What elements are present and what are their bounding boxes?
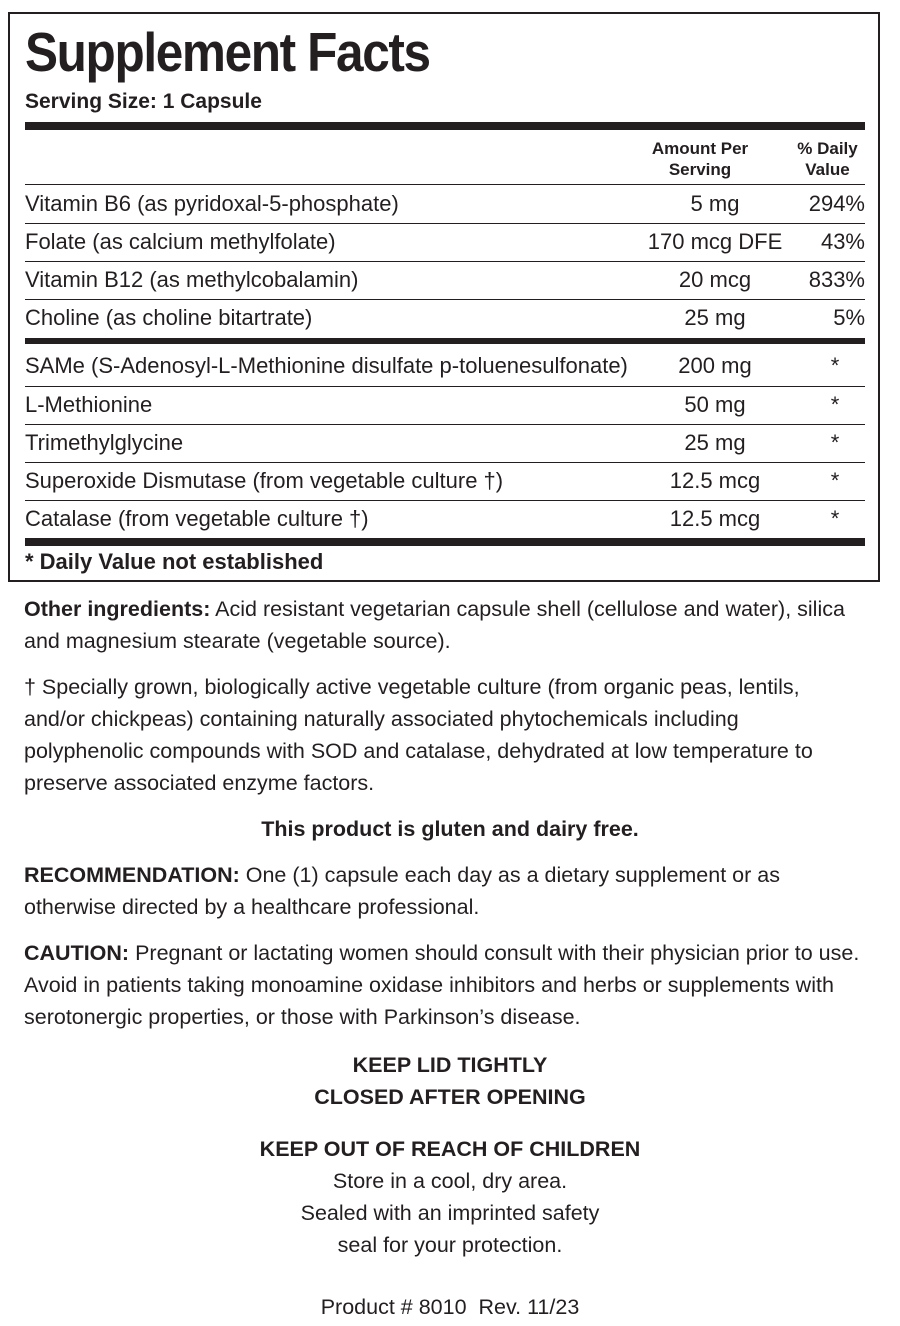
nutrient-amount: 25 mg	[684, 305, 746, 330]
amount-header: Amount Per Serving	[651, 139, 749, 179]
nutrient-row	[25, 386, 865, 424]
other-ingredients	[24, 593, 884, 657]
caution	[24, 937, 884, 1033]
recommendation	[24, 859, 824, 923]
storage-heading: KEEP OUT OF REACH OF CHILDREN	[259, 1137, 641, 1161]
nutrient-amount: 50 mg	[684, 392, 746, 417]
recommendation-label: RECOMMENDATION:	[24, 863, 240, 887]
culture-note: † Specially grown, biologically active vegetable culture (from organic peas, lentils, and/or chickpeas) containing naturally associated phytochemicals including polyphenolic compounds with SOD and catalase, dehydrated at low temperature to preserve associated enzyme factors.	[24, 675, 813, 795]
other-ingredients-text: Acid resistant vegetarian capsule shell (cellulose and water), silica and magnesium stearate (vegetable source).	[24, 597, 845, 653]
nutrient-row	[25, 223, 865, 261]
caution-text: Pregnant or lactating women should consult with their physician prior to use. Avoid in patients taking monoamine oxidase inhibitors and herbs or supplements with serotonergic properties, or those with Parkinson’s disease.	[24, 941, 860, 1029]
other-ingredients-label: Other ingredients:	[24, 597, 211, 621]
serving-size: Serving Size: 1 Capsule	[25, 90, 262, 113]
nutrient-row	[25, 500, 865, 538]
panel-title: Supplement Facts	[25, 21, 430, 83]
nutrient-name: Superoxide Dismutase (from vegetable culture †)	[25, 468, 504, 493]
divider-thick	[25, 338, 865, 344]
nutrient-dv: 833%	[808, 267, 865, 292]
recommendation-text: One (1) capsule each day as a dietary supplement or as otherwise directed by a healthcare professional.	[24, 863, 780, 919]
daily-value-header: % Daily Value	[797, 139, 858, 179]
nutrient-amount: 200 mg	[678, 353, 752, 378]
nutrient-row	[25, 424, 865, 462]
nutrient-row	[25, 462, 865, 500]
nutrient-amount: 12.5 mcg	[669, 506, 761, 531]
nutrient-dv: *	[830, 353, 840, 378]
storage-line-2: Sealed with an imprinted safety	[300, 1201, 600, 1225]
nutrient-dv: *	[830, 430, 840, 455]
divider-thick	[25, 122, 865, 130]
nutrient-dv: *	[830, 506, 840, 531]
nutrient-amount: 170 mcg DFE	[647, 229, 783, 254]
storage-line-1: Store in a cool, dry area.	[332, 1169, 568, 1193]
nutrient-dv: 294%	[808, 191, 865, 216]
nutrient-name: Catalase (from vegetable culture †)	[25, 506, 369, 531]
keep-lid-line-2: CLOSED AFTER OPENING	[314, 1085, 586, 1109]
nutrient-row	[25, 347, 865, 385]
nutrient-amount: 25 mg	[684, 430, 746, 455]
caution-label: CAUTION:	[24, 941, 130, 965]
nutrient-row	[25, 261, 865, 299]
nutrient-name: Folate (as calcium methylfolate)	[25, 229, 336, 254]
nutrient-name: SAMe (S-Adenosyl-L-Methionine disulfate p-toluenesulfonate)	[25, 353, 628, 378]
divider-thick	[25, 538, 865, 546]
nutrient-name: Choline (as choline bitartrate)	[25, 305, 313, 330]
keep-lid-line-1: KEEP LID TIGHTLY	[352, 1053, 548, 1077]
storage-line-3: seal for your protection.	[337, 1233, 563, 1257]
nutrient-dv: 43%	[820, 229, 865, 254]
nutrient-dv: *	[830, 392, 840, 417]
gluten-note: This product is gluten and dairy free.	[261, 817, 639, 841]
nutrient-dv: *	[830, 468, 840, 493]
nutrient-amount: 20 mcg	[678, 267, 752, 292]
nutrient-name: Vitamin B12 (as methylcobalamin)	[25, 267, 359, 292]
nutrient-name: Trimethylglycine	[25, 430, 184, 455]
supplement-facts-panel	[8, 12, 880, 582]
nutrient-dv: 5%	[833, 305, 865, 330]
nutrient-row	[25, 185, 865, 223]
daily-value-footnote: * Daily Value not established	[25, 549, 324, 574]
nutrient-amount: 5 mg	[690, 191, 740, 216]
product-info: Product # 8010 Rev. 11/23	[320, 1295, 580, 1319]
nutrient-name: L-Methionine	[25, 392, 153, 417]
nutrient-row	[25, 299, 865, 337]
nutrient-amount: 12.5 mcg	[669, 468, 761, 493]
nutrient-name: Vitamin B6 (as pyridoxal-5-phosphate)	[25, 191, 399, 216]
